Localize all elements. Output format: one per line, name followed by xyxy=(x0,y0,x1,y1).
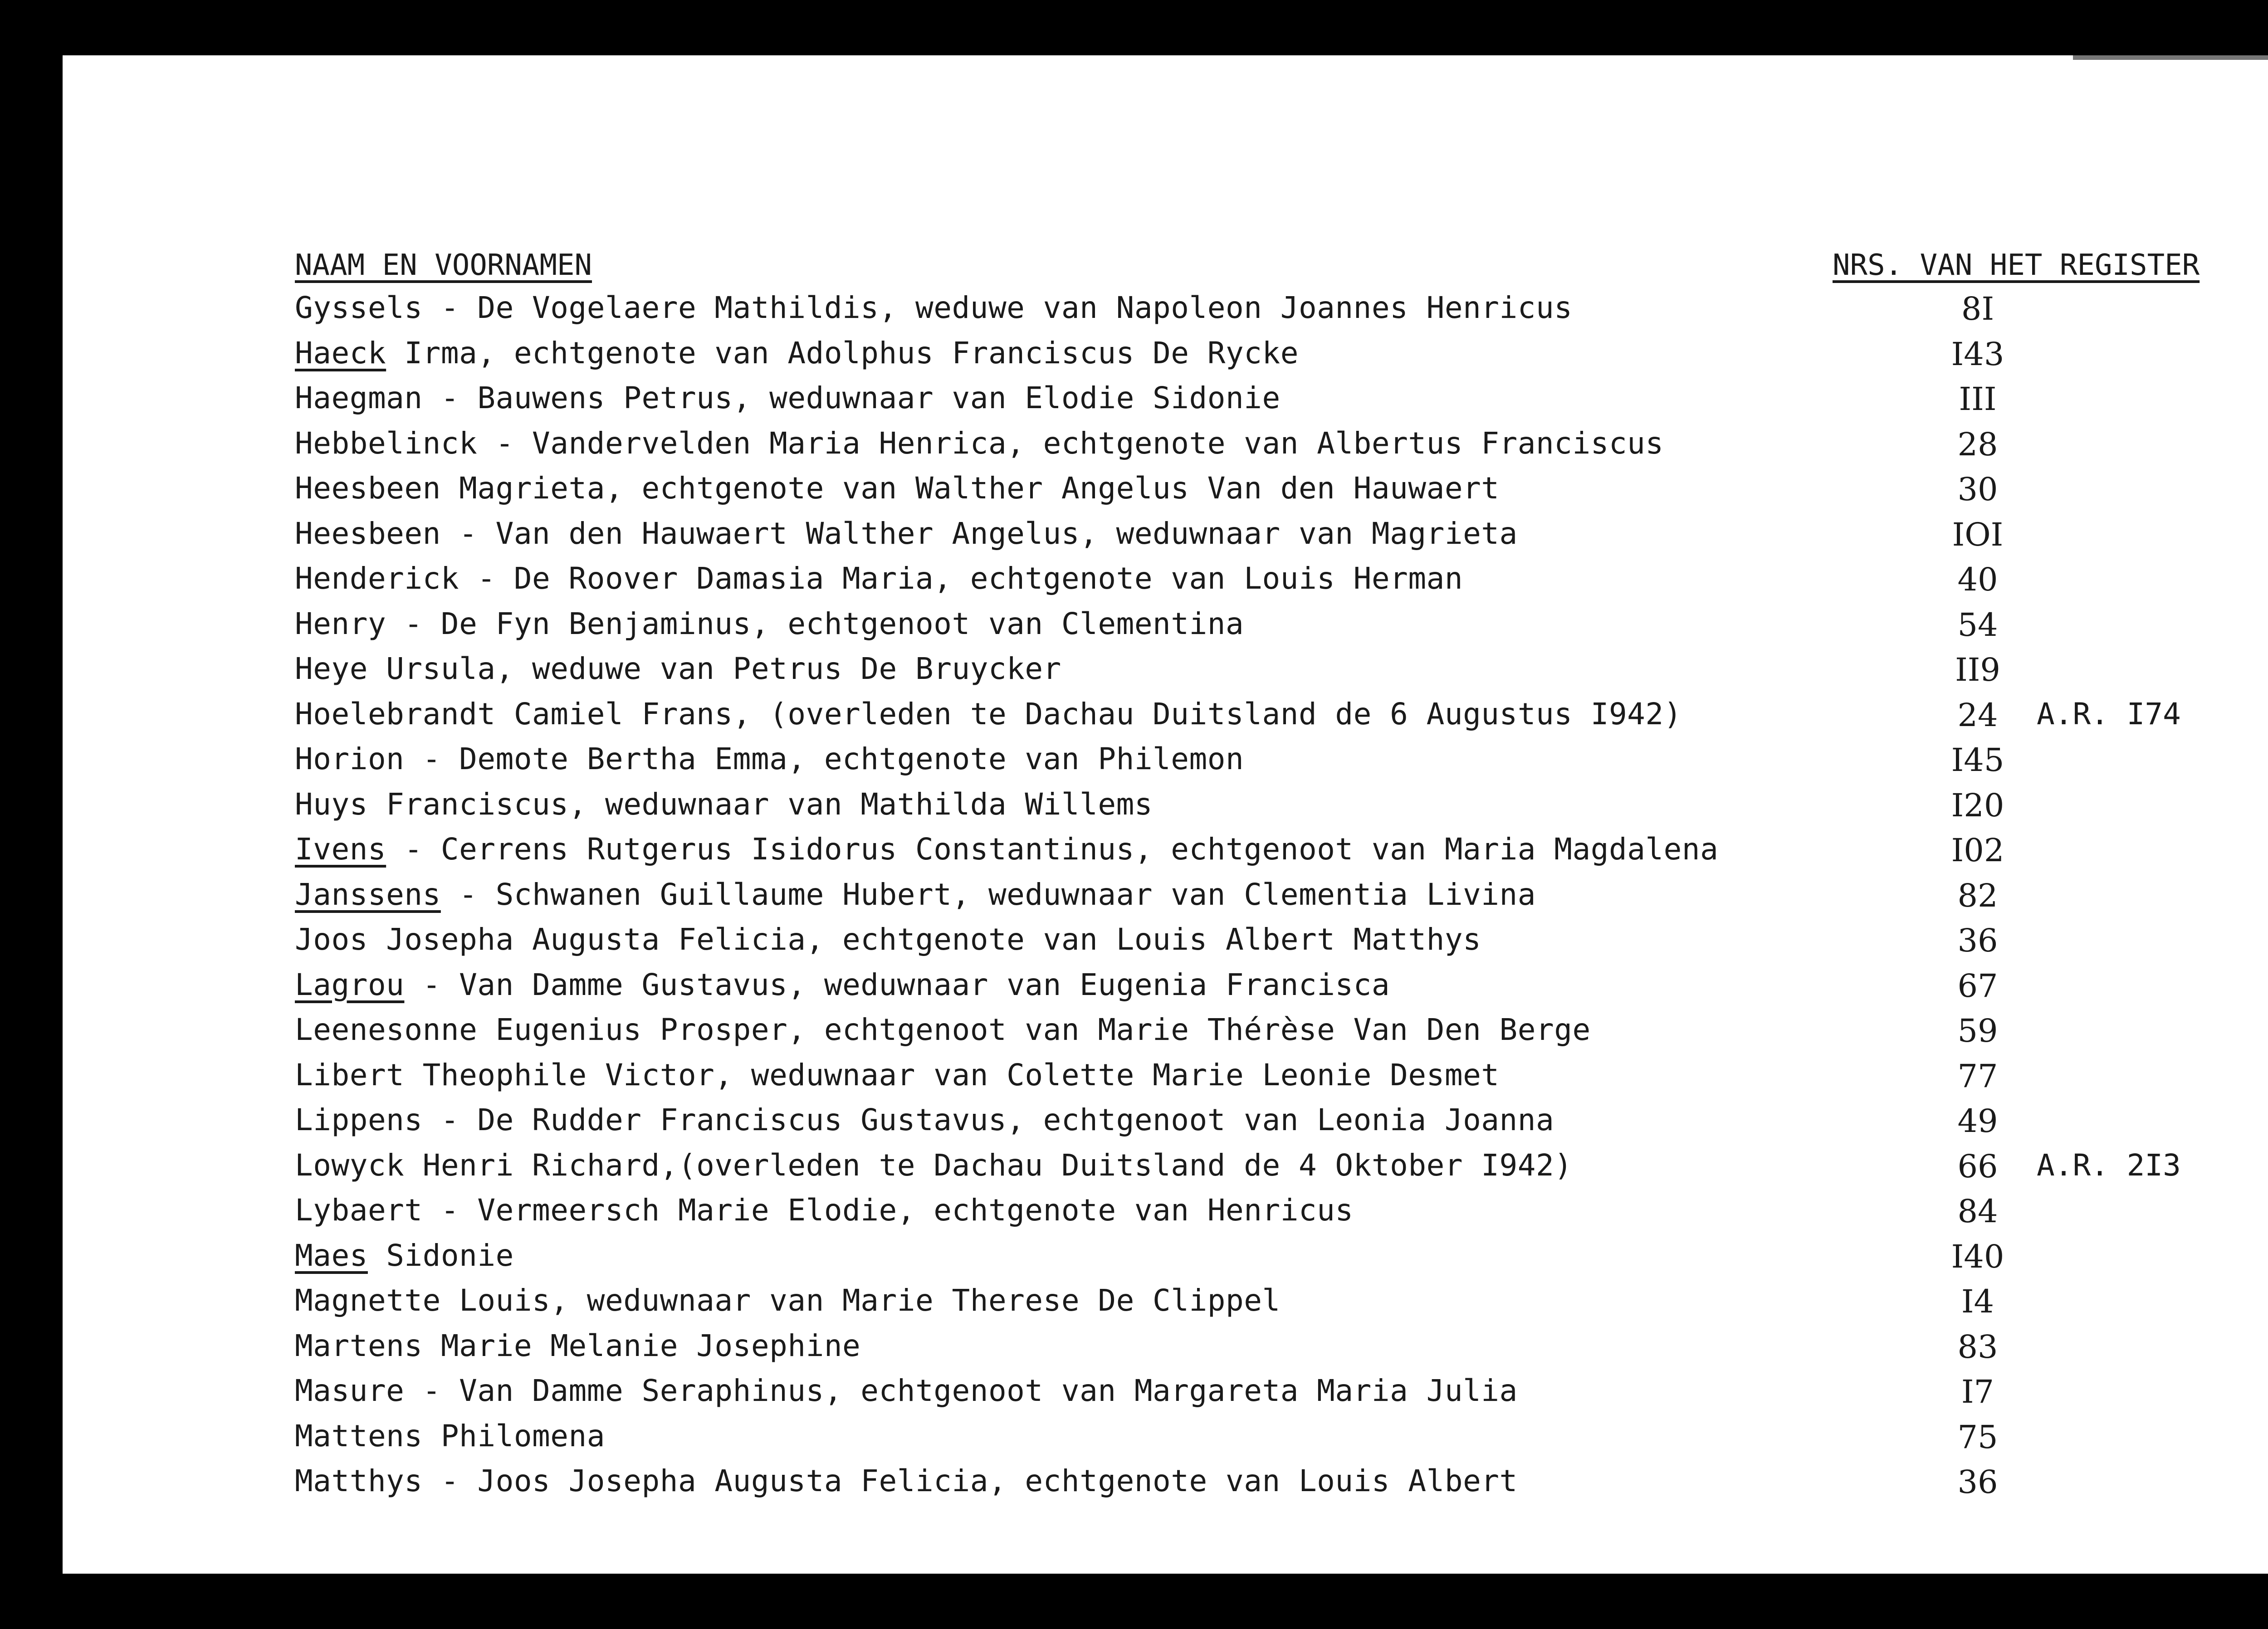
entry-row xyxy=(0,651,2268,697)
register-number: I4 xyxy=(1961,1283,1994,1320)
entry-text: Heesbeen Magrieta, echtgenote van Walther Angelus Van den Hauwaert xyxy=(295,471,1500,506)
entry-text: Martens Marie Melanie Josephine xyxy=(295,1328,861,1363)
entry-list xyxy=(0,290,2268,1509)
entry-text: Gyssels - De Vogelaere Mathildis, weduwe van Napoleon Joannes Henricus xyxy=(295,290,1573,325)
entry-name xyxy=(295,877,1536,912)
entry-name xyxy=(295,1419,605,1453)
entry-row xyxy=(0,741,2268,787)
scan-edge-mark xyxy=(2073,55,2268,60)
entry-name xyxy=(295,922,1481,957)
entry-text: Leenesonne Eugenius Prosper, echtgenoot van Marie Thérèse Van Den Berge xyxy=(295,1012,1591,1047)
entry-row xyxy=(0,877,2268,922)
name-column-header: NAAM EN VOORNAMEN xyxy=(295,249,592,282)
entry-name xyxy=(295,832,1718,867)
register-number: 40 xyxy=(1957,561,1998,598)
entry-name xyxy=(295,697,1682,732)
entry-text: Mattens Philomena xyxy=(295,1418,606,1453)
entry-row xyxy=(0,787,2268,832)
entry-row xyxy=(0,1238,2268,1283)
entry-name xyxy=(295,1148,1572,1183)
entry-row xyxy=(0,1373,2268,1419)
register-number: I7 xyxy=(1961,1373,1994,1410)
entry-row xyxy=(0,561,2268,606)
entry-text: Irma, echtgenote van Adolphus Franciscus De Rycke xyxy=(386,335,1299,371)
entry-text: Haegman - Bauwens Petrus, weduwnaar van Elodie Sidonie xyxy=(295,380,1281,415)
entry-row xyxy=(0,1283,2268,1328)
entry-text: Hebbelinck - Vandervelden Maria Henrica, echtgenote van Albertus Franciscus xyxy=(295,425,1664,461)
entry-name xyxy=(295,651,1061,686)
register-number: 30 xyxy=(1957,471,1998,508)
register-number: 67 xyxy=(1957,967,1998,1005)
register-number: 24 xyxy=(1957,696,1998,734)
register-number: I43 xyxy=(1951,335,2004,373)
entry-text: Hoelebrandt Camiel Frans, (overleden te Dachau Duitsland de 6 Augustus I942) xyxy=(295,696,1682,732)
entry-name xyxy=(295,787,1153,822)
entry-surname-underlined: Maes xyxy=(295,1238,368,1273)
entry-name xyxy=(295,1283,1281,1318)
entry-row xyxy=(0,1193,2268,1238)
entry-name xyxy=(295,606,1244,641)
entry-name xyxy=(295,426,1664,461)
entry-text: Henderick - De Roover Damasia Maria, echtgenote van Louis Herman xyxy=(295,561,1463,596)
entry-surname-underlined: Haeck xyxy=(295,335,386,371)
entry-text: Libert Theophile Victor, weduwnaar van Colette Marie Leonie Desmet xyxy=(295,1057,1500,1093)
register-number: I40 xyxy=(1951,1238,2004,1275)
entry-text: - Schwanen Guillaume Hubert, weduwnaar van Clementia Livina xyxy=(440,877,1536,912)
entry-name xyxy=(295,471,1500,506)
register-number: 49 xyxy=(1957,1102,1998,1140)
entry-name xyxy=(295,967,1390,1002)
entry-name xyxy=(295,290,1572,325)
entry-row xyxy=(0,1058,2268,1103)
entry-row xyxy=(0,516,2268,561)
register-number: 36 xyxy=(1957,1463,1998,1501)
entry-text: Henry - De Fyn Benjaminus, echtgenoot van Clementina xyxy=(295,606,1244,641)
entry-text: Heesbeen - Van den Hauwaert Walther Angelus, weduwnaar van Magrieta xyxy=(295,516,1518,551)
register-number: I45 xyxy=(1951,741,2004,779)
register-number: 54 xyxy=(1957,606,1998,644)
entry-name xyxy=(295,1193,1354,1228)
entry-name xyxy=(295,1012,1591,1047)
entry-name xyxy=(295,1102,1554,1137)
entry-row xyxy=(0,1148,2268,1193)
entry-row xyxy=(0,1012,2268,1058)
entry-text: - Van Damme Gustavus, weduwnaar van Eugenia Francisca xyxy=(404,967,1390,1002)
register-number: 83 xyxy=(1957,1328,1998,1366)
entry-name xyxy=(295,561,1463,596)
entry-name xyxy=(295,1373,1518,1408)
entry-name xyxy=(295,1058,1500,1093)
entry-row xyxy=(0,922,2268,967)
register-number: 28 xyxy=(1957,425,1998,463)
entry-name xyxy=(295,1463,1518,1498)
register-number: 77 xyxy=(1957,1057,1998,1095)
entry-name xyxy=(295,1238,514,1273)
entry-surname-underlined: Ivens xyxy=(295,832,386,867)
entry-text: Heye Ursula, weduwe van Petrus De Bruycker xyxy=(295,651,1061,686)
entry-row xyxy=(0,1328,2268,1374)
entry-text: Horion - Demote Bertha Emma, echtgenote van Philemon xyxy=(295,741,1244,776)
register-number: 36 xyxy=(1957,922,1998,959)
register-number: 82 xyxy=(1957,877,1998,914)
entry-text: - Cerrens Rutgerus Isidorus Constantinus, echtgenoot van Maria Magdalena xyxy=(386,832,1719,867)
register-number: 59 xyxy=(1957,1012,1998,1049)
register-number: 8I xyxy=(1961,290,1994,327)
register-annotation: A.R. 2I3 xyxy=(2037,1147,2181,1183)
entry-row xyxy=(0,1102,2268,1148)
entry-name xyxy=(295,1328,860,1363)
entry-row xyxy=(0,1463,2268,1509)
entry-surname-underlined: Lagrou xyxy=(295,967,405,1002)
register-number: 66 xyxy=(1957,1147,1998,1185)
entry-row xyxy=(0,426,2268,471)
entry-name xyxy=(295,516,1518,551)
register-number: II9 xyxy=(1955,651,2000,688)
entry-text: Masure - Van Damme Seraphinus, echtgenoot van Margareta Maria Julia xyxy=(295,1373,1518,1408)
entry-text: Matthys - Joos Josepha Augusta Felicia, echtgenote van Louis Albert xyxy=(295,1463,1518,1498)
entry-row xyxy=(0,697,2268,742)
entry-surname-underlined: Janssens xyxy=(295,877,441,912)
entry-row xyxy=(0,1419,2268,1464)
entry-row xyxy=(0,606,2268,652)
entry-row xyxy=(0,336,2268,381)
entry-name xyxy=(295,741,1244,776)
entry-text: Huys Franciscus, weduwnaar van Mathilda Willems xyxy=(295,786,1153,822)
entry-row xyxy=(0,967,2268,1013)
entry-text: Sidonie xyxy=(367,1238,514,1273)
register-number: I02 xyxy=(1951,832,2004,869)
entry-row xyxy=(0,380,2268,426)
entry-row xyxy=(0,471,2268,516)
entry-name xyxy=(295,380,1281,415)
entry-name xyxy=(295,336,1299,371)
register-annotation: A.R. I74 xyxy=(2037,696,2181,732)
entry-text: Lippens - De Rudder Franciscus Gustavus, echtgenoot van Leonia Joanna xyxy=(295,1102,1554,1137)
entry-text: Lybaert - Vermeersch Marie Elodie, echtgenote van Henricus xyxy=(295,1193,1354,1228)
entry-row xyxy=(0,832,2268,877)
register-number: IOI xyxy=(1952,516,2004,553)
entry-text: Joos Josepha Augusta Felicia, echtgenote van Louis Albert Matthys xyxy=(295,922,1481,957)
entry-text: Lowyck Henri Richard,(overleden te Dachau Duitsland de 4 Oktober I942) xyxy=(295,1147,1573,1183)
register-number: I20 xyxy=(1951,786,2004,824)
entry-text: Magnette Louis, weduwnaar van Marie Therese De Clippel xyxy=(295,1283,1281,1318)
register-number: 75 xyxy=(1957,1418,1998,1456)
register-number: 84 xyxy=(1957,1193,1998,1230)
register-number: III xyxy=(1959,380,1997,418)
entry-row xyxy=(0,290,2268,336)
register-column-header: NRS. VAN HET REGISTER xyxy=(1833,249,2200,282)
